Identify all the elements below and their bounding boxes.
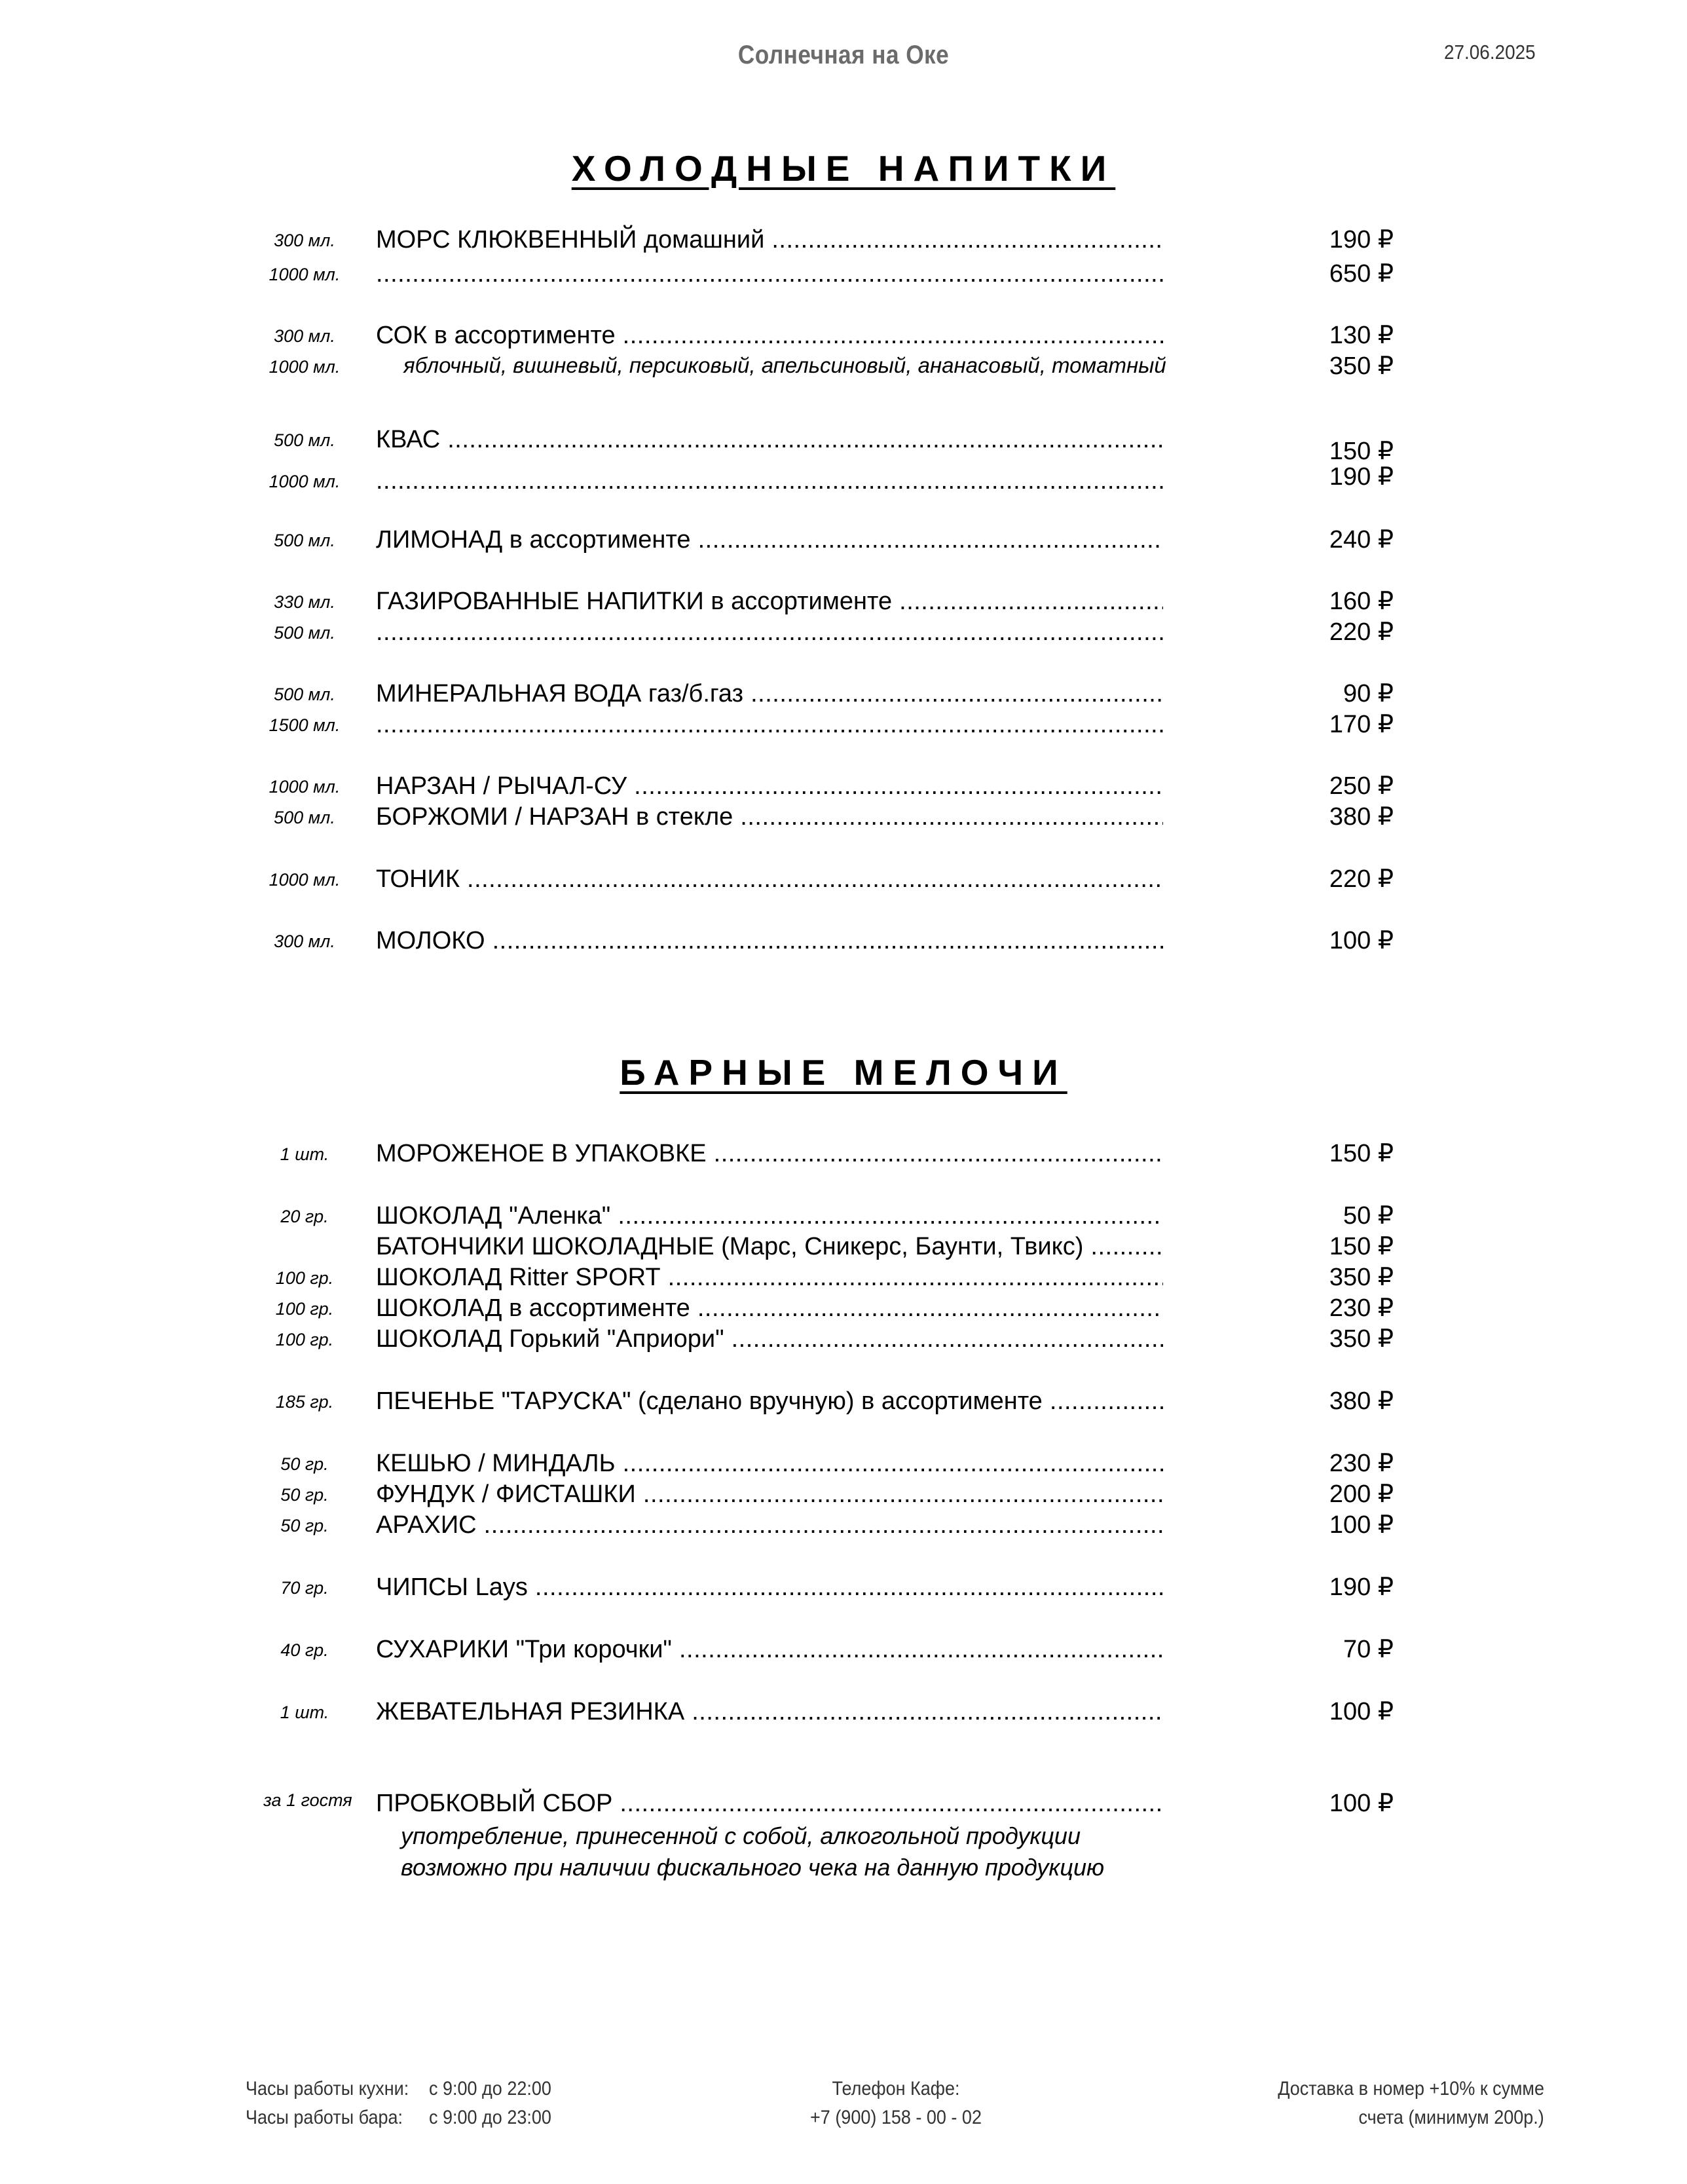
menu-row: 500 мл. ..... 220 ₽ <box>0 615 1687 649</box>
cafe-name: Солнечная на Оке <box>737 41 950 69</box>
bar-hours: с 9:00 до 23:00 <box>429 2107 551 2128</box>
kitchen-hours-label: Часы работы кухни: <box>246 2078 409 2099</box>
menu-row: 500 мл. МИНЕРАЛЬНАЯ ВОДА газ/б.газ ..... 90 ₽ <box>0 677 1687 711</box>
phone-label: Телефон Кафе: <box>832 2078 960 2099</box>
menu-row: 500 мл. КВАС ..... 150 ₽ <box>0 423 1687 457</box>
kitchen-hours: с 9:00 до 22:00 <box>429 2078 551 2099</box>
menu-row: 1000 мл. НАРЗАН / РЫЧАЛ-СУ ..... 250 ₽ <box>0 769 1687 803</box>
menu-row: 300 мл. СОК в ассортименте ..... 130 ₽ <box>0 318 1687 352</box>
delivery-note: Доставка в номер +10% к сумме <box>1278 2078 1544 2099</box>
menu-row: 100 гр. ШОКОЛАД в ассортименте ..... 230 ₽ <box>0 1291 1687 1325</box>
menu-row: 20 гр. ШОКОЛАД "Аленка" ..... 50 ₽ <box>0 1199 1687 1233</box>
bar-hours-label: Часы работы бара: <box>246 2107 403 2128</box>
menu-row: 70 гр. ЧИПСЫ Lays ..... 190 ₽ <box>0 1570 1687 1604</box>
section-title-bar-snacks: БАРНЫЕ МЕЛОЧИ <box>620 1052 1067 1093</box>
menu-row: 1 шт. ЖЕВАТЕЛЬНАЯ РЕЗИНКА ..... 100 ₽ <box>0 1695 1687 1729</box>
menu-row: 185 гр. ПЕЧЕНЬЕ "ТАРУСКА" (сделано вручную) в ассортименте ..... 380 ₽ <box>0 1384 1687 1418</box>
menu-row: 1000 мл. ..... 190 ₽ <box>0 464 1687 498</box>
menu-row: 300 мл. МОРС КЛЮКВЕННЫЙ домашний ..... 190 ₽ <box>0 223 1687 257</box>
phone-number: +7 (900) 158 - 00 - 02 <box>810 2107 982 2128</box>
menu-row: 500 мл. БОРЖОМИ / НАРЗАН в стекле ..... 380 ₽ <box>0 800 1687 834</box>
menu-row: 330 мл. ГАЗИРОВАННЫЕ НАПИТКИ в ассортименте ..... 160 ₽ <box>0 584 1687 618</box>
menu-row: 500 мл. ЛИМОНАД в ассортименте ..... 240 ₽ <box>0 523 1687 557</box>
menu-row: 1000 мл. ..... 650 ₽ <box>0 257 1687 291</box>
menu-row: БАТОНЧИКИ ШОКОЛАДНЫЕ (Марс, Сникерс, Баунти, Твикс) ..... 150 ₽ <box>0 1230 1687 1264</box>
menu-row-cork-fee: за 1 гостя ПРОБКОВЫЙ СБОР ..... 100 ₽ <box>0 1786 1687 1820</box>
menu-date: 27.06.2025 <box>1444 41 1536 64</box>
menu-row: 50 гр. КЕШЬЮ / МИНДАЛЬ ..... 230 ₽ <box>0 1446 1687 1480</box>
menu-row: 50 гр. ФУНДУК / ФИСТАШКИ ..... 200 ₽ <box>0 1477 1687 1511</box>
menu-row: 1500 мл. ..... 170 ₽ <box>0 707 1687 742</box>
cork-fee-note: возможно при наличии фискального чека на данную продукцию <box>401 1854 1105 1881</box>
menu-row: 1000 мл. ТОНИК ..... 220 ₽ <box>0 862 1687 896</box>
menu-row: 50 гр. АРАХИС ..... 100 ₽ <box>0 1508 1687 1542</box>
menu-row: 300 мл. МОЛОКО ..... 100 ₽ <box>0 924 1687 958</box>
menu-row: 40 гр. СУХАРИКИ "Три корочки" ..... 70 ₽ <box>0 1632 1687 1666</box>
menu-row: 100 гр. ШОКОЛАД Горький "Априори" ..... 350 ₽ <box>0 1322 1687 1356</box>
menu-row: 100 гр. ШОКОЛАД Ritter SPORT ..... 350 ₽ <box>0 1260 1687 1294</box>
menu-row: 1 шт. МОРОЖЕНОЕ В УПАКОВКЕ ..... 150 ₽ <box>0 1137 1687 1171</box>
cork-fee-note: употребление, принесенной с собой, алкогольной продукции <box>401 1822 1081 1849</box>
delivery-note: счета (минимум 200р.) <box>1358 2107 1544 2128</box>
menu-row: 1000 мл. яблочный, вишневый, персиковый, апельсиновый, ананасовый, томатный 350 ₽ <box>269 352 1394 380</box>
section-title-cold-drinks: ХОЛОДНЫЕ НАПИТКИ <box>571 148 1116 189</box>
